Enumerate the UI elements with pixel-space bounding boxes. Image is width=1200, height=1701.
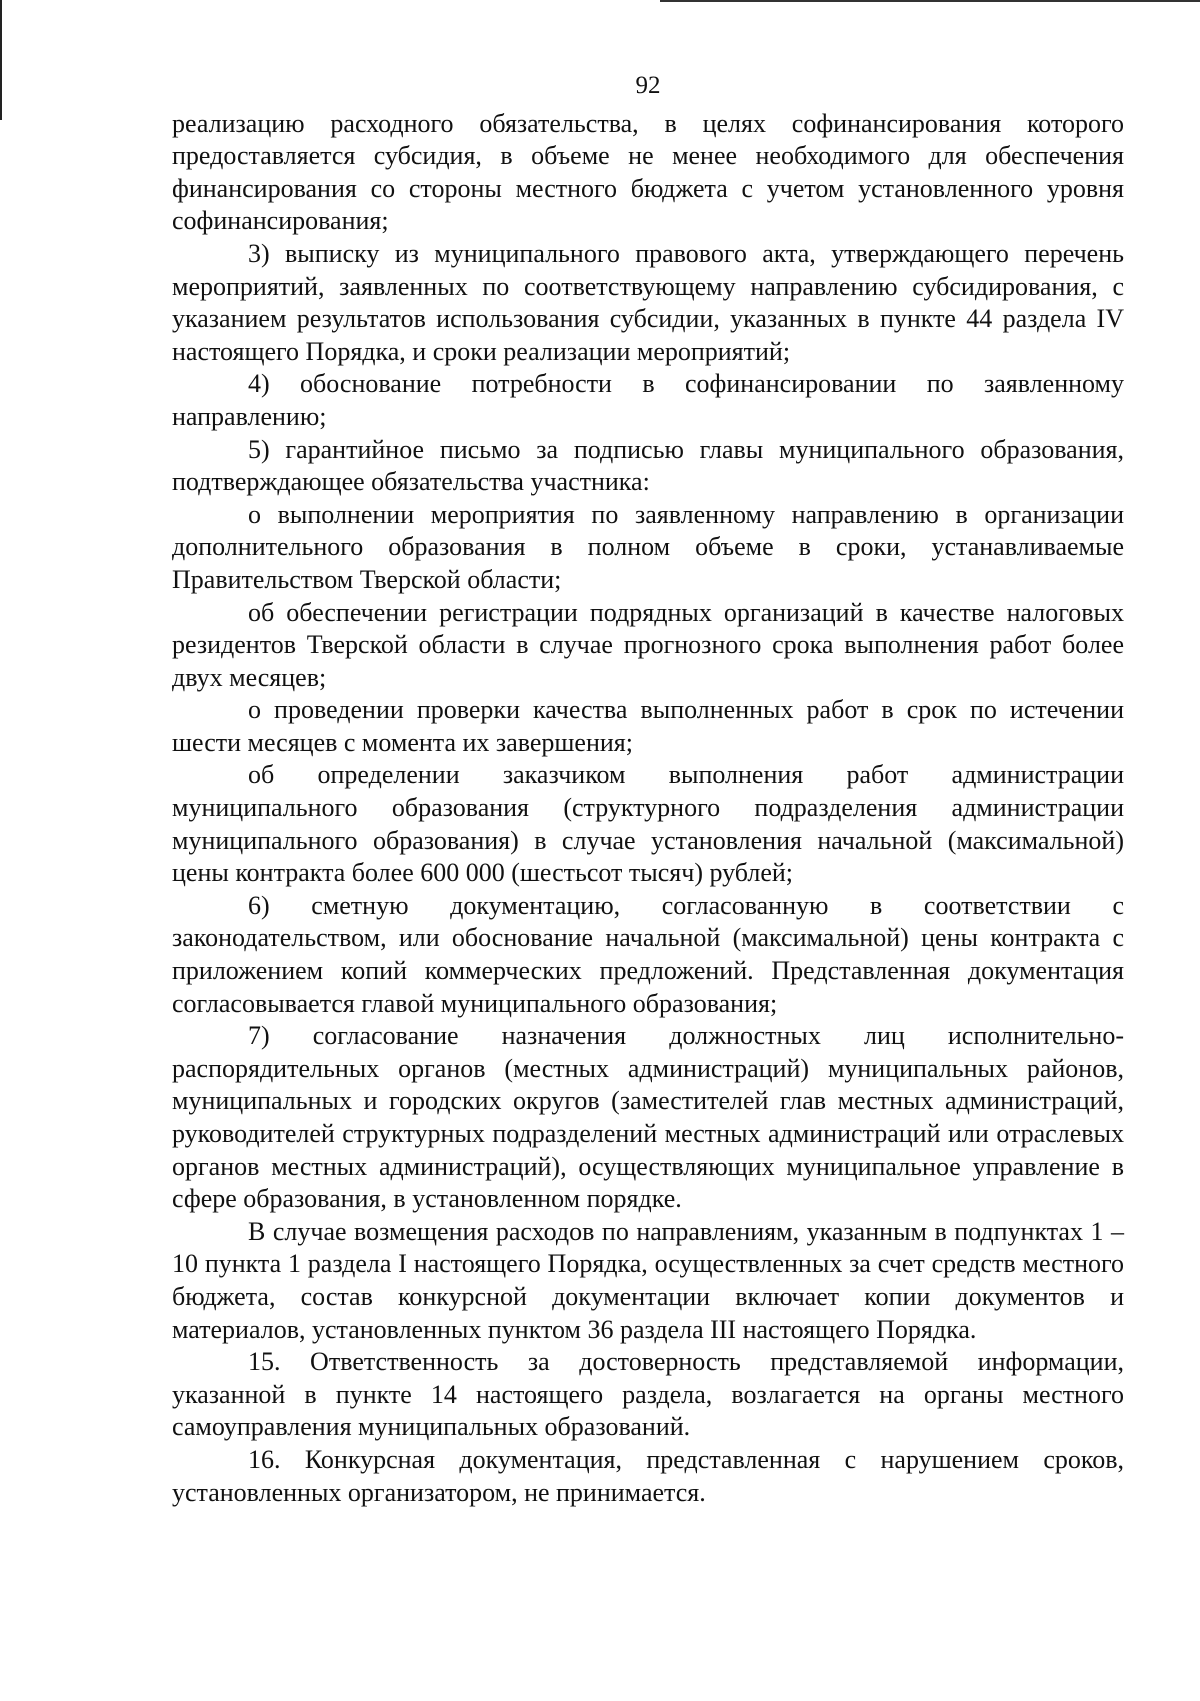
paragraph-obligation-execution: о выполнении мероприятия по заявленному направлению в организации дополнительного образования в полном объеме в сроки, устанавливаемые Правительством Тверской области; xyxy=(172,499,1124,594)
paragraph-item-5: 5) гарантийное письмо за подписью главы муниципального образования, подтверждающее обязательства участника: xyxy=(172,434,1124,497)
paragraph-item-7: 7) согласование назначения должностных лиц исполнительно-распорядительных органов (местных администраций) муниципальных районов, муниципальных и городских округов (заместителей глав местных администраций, руководителей структурных подразделений местных администраций или отраслевых органов местных администраций), осуществляющих муниципальное управление в сфере образования, в установленном порядке. xyxy=(172,1021,1124,1214)
paragraph-item-15: 15. Ответственность за достоверность представляемой информации, указанной в пункте 14 настоящего раздела, возлагается на органы местного самоуправления муниципальных образований. xyxy=(172,1347,1124,1442)
paragraph-item-16: 16. Конкурсная документация, представленная с нарушением сроков, установленных организатором, не принимается. xyxy=(172,1444,1124,1507)
paragraph-reimbursement: В случае возмещения расходов по направлениям, указанным в подпунктах 1 – 10 пункта 1 раздела I настоящего Порядка, осуществленных за счет средств местного бюджета, состав конкурсной документации включает копии документов и материалов, установленных пунктом 36 раздела III настоящего Порядка. xyxy=(172,1216,1124,1344)
paragraph-obligation-inspection: о проведении проверки качества выполненных работ в срок по истечении шести месяцев с момента их завершения; xyxy=(172,695,1124,757)
document-page xyxy=(172,70,1124,1509)
paragraph-continuation: реализацию расходного обязательства, в целях софинансирования которого предоставляется субсидия, в объеме не менее необходимого для обеспечения финансирования со стороны местного бюджета с учетом установленного уровня софинансирования; xyxy=(172,108,1124,236)
scan-edge-top xyxy=(660,0,1200,2)
paragraph-item-4: 4) обоснование потребности в софинансировании по заявленному направлению; xyxy=(172,369,1124,431)
scan-edge-left xyxy=(0,0,2,120)
paragraph-item-6: 6) сметную документацию, согласованную в соответствии с законодательством, или обоснование начальной (максимальной) цены контракта с приложением копий коммерческих предложений. Представленная документация согласовывается главой муниципального образования; xyxy=(172,890,1124,1018)
paragraph-obligation-registration: об обеспечении регистрации подрядных организаций в качестве налоговых резидентов Тверской области в случае прогнозного срока выполнения работ более двух месяцев; xyxy=(172,597,1124,692)
page-number: 92 xyxy=(635,72,661,99)
paragraph-item-3: 3) выписку из муниципального правового акта, утверждающего перечень мероприятий, заявленных по соответствующему направлению субсидирования, с указанием результатов использования субсидии, указанных в пункте 44 раздела IV настоящего Порядка, и сроки реализации мероприятий; xyxy=(172,238,1124,366)
paragraph-obligation-customer: об определении заказчиком выполнения работ администрации муниципального образования (структурного подразделения администрации муниципального образования) в случае установления начальной (максимальной) цены контракта более 600 000 (шестьсот тысяч) рублей; xyxy=(172,760,1124,888)
